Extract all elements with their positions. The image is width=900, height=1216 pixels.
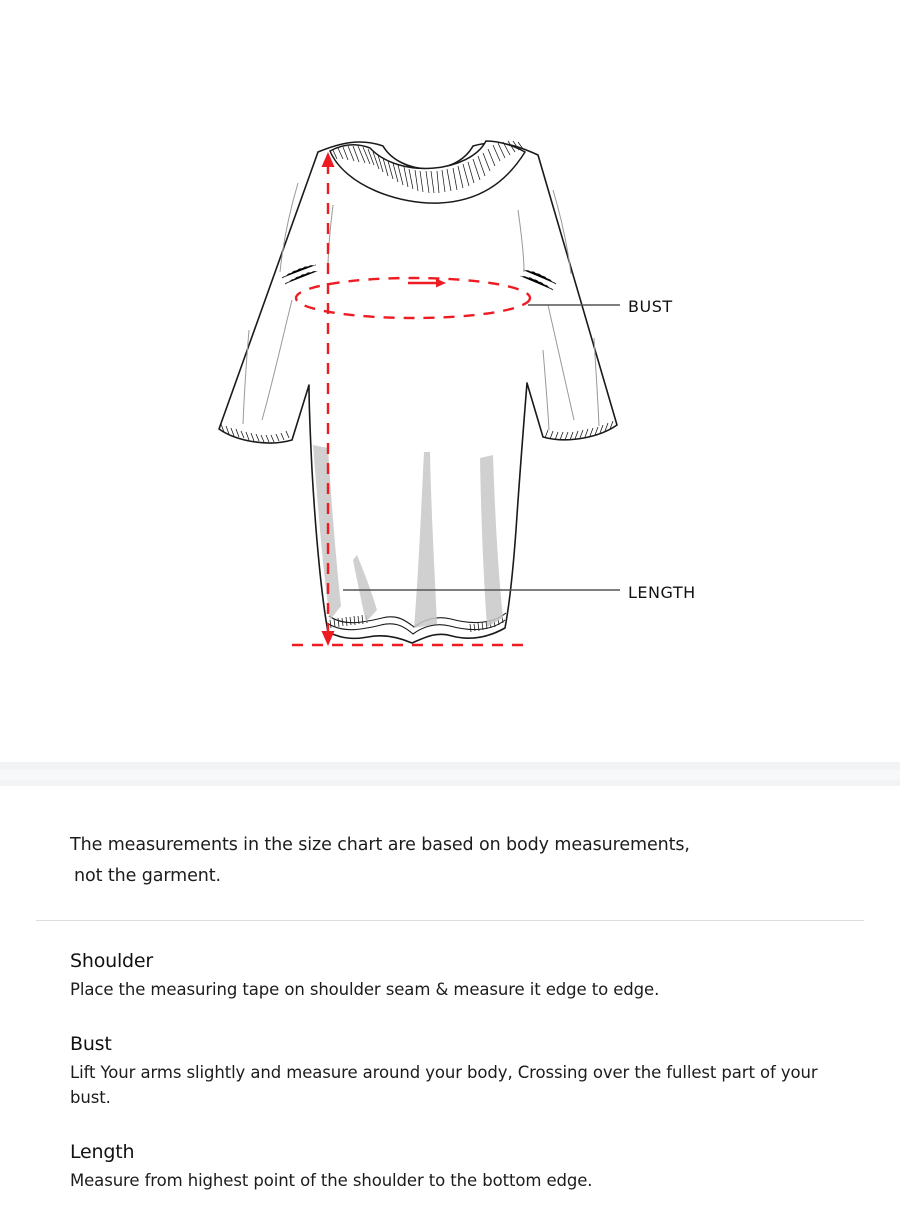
section-divider-band [0,762,900,786]
section-length-body: Measure from highest point of the shoulder to the bottom edge. [70,1171,593,1190]
section-bust-body: Lift Your arms slightly and measure around your body, Crossing over the fullest part of your bust. [70,1063,818,1107]
section-bust [0,1030,900,1110]
section-length-title: Length [70,1141,135,1163]
section-length [0,1138,900,1193]
section-shoulder-body: Place the measuring tape on shoulder seam & measure it edge to edge. [70,980,660,999]
intro-paragraph [0,786,900,892]
intro-line-2: not the garment. [74,866,221,886]
length-label: LENGTH [628,583,696,602]
notes-divider [36,920,864,921]
section-bust-title: Bust [70,1033,112,1055]
intro-line-1: The measurements in the size chart are based on body measurements, [70,835,690,855]
section-shoulder [0,947,900,1002]
section-divider-inner [0,770,900,780]
bust-label: BUST [628,297,673,316]
section-shoulder-title: Shoulder [70,950,154,972]
tshirt-outline [219,142,617,643]
measurement-notes [0,786,900,1193]
